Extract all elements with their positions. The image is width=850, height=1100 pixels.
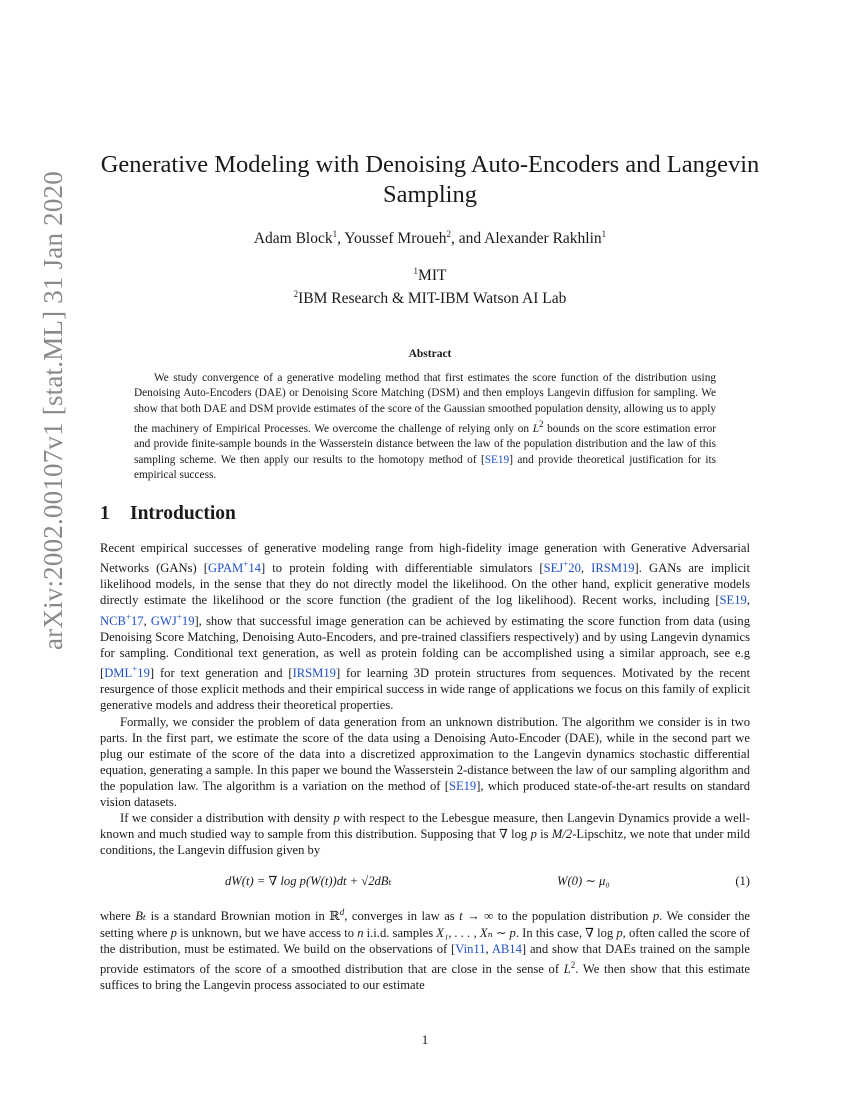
- citation-link[interactable]: SE19: [719, 593, 747, 608]
- body-text: [100, 540, 750, 993]
- citation-link[interactable]: IRSM19: [292, 666, 336, 681]
- affil-mark: 1: [332, 229, 338, 239]
- paragraph: where Bₜ is a standard Brownian motion in ℝ$^d$, converges in law as t → ∞ to the population distribution p. We consider the setting where p is unknown, but we have access to n i.i.d. samples X₁, . . . , Xₙ ∼ p. In this case, ∇ log p, often called the score of the distribution, must be estimated. We build on the observations of [Vin11, AB14] and show that DAEs trained on the sample provide estimators of the score of a smoothed distribution that are close in the sense of $L^2$. We then show that this estimate suffices to bring the Langevin process associated to our estimate: [100, 907, 751, 993]
- affil-mark: 2: [293, 289, 299, 300]
- citation-link[interactable]: Vin11: [455, 941, 486, 956]
- math: Bₜ: [135, 909, 147, 924]
- math: n: [357, 925, 364, 940]
- equation-number: (1): [735, 874, 750, 889]
- math: p: [333, 811, 340, 826]
- affil-mark: 2: [446, 229, 451, 239]
- paper-title: Generative Modeling with Denoising Auto-Encoders and Langevin Sampling: [100, 151, 760, 208]
- math: L: [532, 422, 539, 435]
- equation-initial-condition: W(0) ∼ μ₀: [557, 874, 610, 889]
- math: L: [563, 962, 571, 976]
- citation-link[interactable]: AB14: [491, 941, 522, 956]
- paragraph: Formally, we consider the problem of data generation from an unknown distribution. The algorithm we consider is in two parts. In the first part, we estimate the score of the data using a Denoising Auto-Encoder (DAE), while in the second part we plug our estimate of the score of the data into a discretized approximation to the Langevin dynamics stochastic differential equation, generating a sample. In this paper we bound the Wasserstein 2-distance between the law of our sampling algorithm and the population law. The algorithm is a variation on the method of [SE19], which produced state-of-the-art results on standard vision datasets.: [100, 714, 750, 809]
- author-separator: , and: [451, 230, 485, 248]
- affiliation-name: IBM Research & MIT-IBM Watson AI Lab: [298, 290, 567, 308]
- author-separator: ,: [337, 230, 345, 248]
- affil-mark: 1: [601, 229, 607, 239]
- paragraph: Recent empirical successes of generative modeling range from high-fidelity image generation with Generative Adversarial Networks (GANs) [GPAM+14] to protein folding with differentiable simulators [SEJ+20, IRSM19]. GANs are implicit likelihood models, in the sense that they do not directly model the likelihood. On the other hand, explicit generative models directly estimate the likelihood or the score function (the gradient of the log likelihood). Recent works, including [SE19, NCB+17, GWJ+19], show that successful image generation can be achieved by estimating the score function from data (using Denoising Score Matching, Denoising Auto-Encoders, and pre-trained classifiers respectively) and by using Langevin dynamics for sampling. Conditional text generation, as well as protein folding can be accomplished using a similar approach, see e.g [DML+19] for text generation and [IRSM19] for learning 3D protein structures from sequences. Motivated by the recent resurgence of those explicit methods and their empirical success in wide range of applications we focus on this family of explicit generative models and address their theoretical properties.: [100, 541, 751, 713]
- paragraph: If we consider a distribution with density p with respect to the Lebesgue measure, then Langevin Dynamics provide a well-known and much studied way to sample from this distribution. Supposing that ∇ log p is M/2-Lipschitz, we note that under mild conditions, the Langevin diffusion given by: [100, 811, 751, 858]
- affiliation-line: [100, 285, 760, 308]
- equation-1: [100, 864, 750, 900]
- author-name: Alexander Rakhlin: [484, 230, 602, 248]
- citation-link[interactable]: GWJ+19: [150, 611, 195, 628]
- section-number: 1: [100, 503, 110, 524]
- math: M/2: [551, 827, 573, 842]
- section-heading: [100, 503, 236, 525]
- author-list: [100, 229, 760, 248]
- section-title: Introduction: [130, 503, 236, 524]
- math: X₁, . . . , Xₙ ∼ p: [436, 925, 516, 940]
- math: p: [616, 925, 623, 940]
- abstract-heading: Abstract: [408, 348, 452, 360]
- citation-link[interactable]: NCB+17: [100, 611, 144, 628]
- citation-link[interactable]: GPAM+14: [208, 559, 261, 576]
- author-name: Youssef Mroueh: [344, 230, 447, 248]
- affil-mark: 1: [413, 266, 419, 276]
- citation-link[interactable]: DML+19: [104, 664, 150, 681]
- math: p: [530, 827, 537, 842]
- affiliations: [100, 262, 760, 308]
- author-name: Adam Block: [253, 230, 333, 248]
- equation-lhs: dW(t) = ∇ log p(W(t))dt + √2dBₜ: [225, 874, 392, 889]
- citation-link[interactable]: SE19: [484, 453, 510, 466]
- math: p: [170, 925, 177, 940]
- arxiv-sidebar-stamp: arXiv:2002.00107v1 [stat.ML] 31 Jan 2020: [38, 171, 68, 650]
- citation-link[interactable]: SE19: [448, 778, 477, 793]
- abstract-body: We study convergence of a generative modeling method that first estimates the score function of the distribution using Denoising Auto-Encoders (DAE) or Denoising Score Matching (DSM) and then employs Langevin diffusion for sampling. We show that both DAE and DSM provide estimates of the score of the Gaussian smoothed population density, allowing us to apply the machinery of Empirical Processes. We overcome the challenge of relying only on $L^2$ bounds on the score estimation error and provide finite-sample bounds in the Wasserstein distance between the law of the population distribution and the law of this sampling scheme. We then apply our results to the homotopy method of [SE19] and provide theoretical justification for its empirical success.: [134, 372, 717, 482]
- page-number: 1: [421, 1032, 429, 1047]
- citation-link[interactable]: IRSM19: [591, 561, 635, 576]
- affiliation-name: MIT: [418, 267, 447, 285]
- math: t → ∞: [459, 909, 494, 924]
- affiliation-line: [100, 262, 760, 285]
- math: p: [652, 909, 660, 924]
- citation-link[interactable]: SEJ+20: [543, 559, 581, 576]
